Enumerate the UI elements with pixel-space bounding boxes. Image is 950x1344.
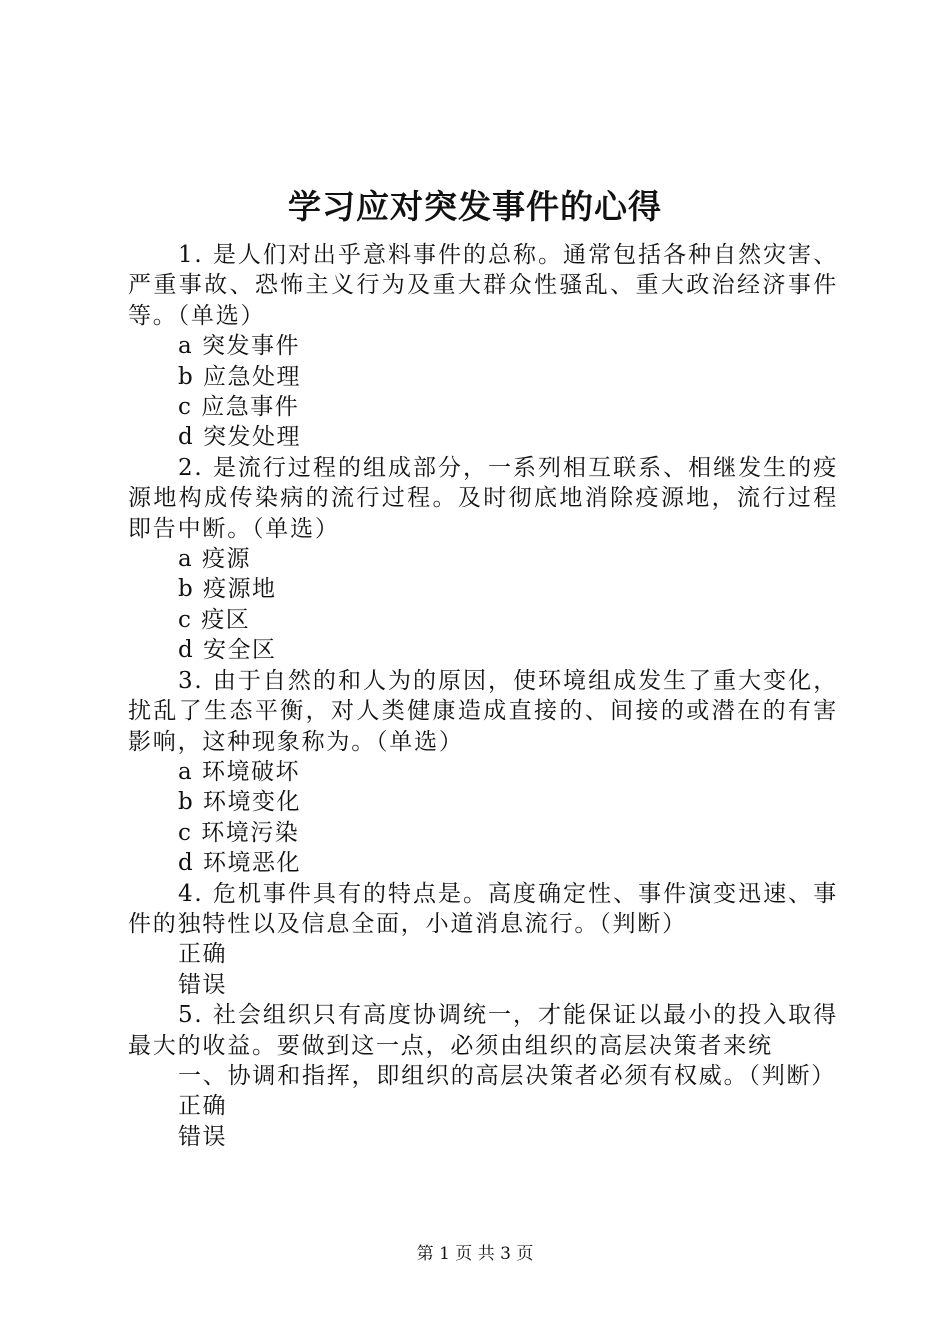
question-3-option-d: d 环境恶化	[178, 850, 302, 877]
document-title: 学习应对突发事件的心得	[288, 187, 662, 226]
question-3-text: 3. 由于自然的和人为的原因，使环境组成发生了重大变化，扰乱了生态平衡，对人类健康造成直接的、间接的或潜在的有害影响，这种现象称为。（单选）	[128, 667, 838, 755]
question-4-option-false: 错误	[178, 971, 227, 998]
question-5-text-continued: 一、协调和指挥，即组织的高层决策者必须有权威。（判断）	[178, 1062, 837, 1089]
question-3-option-a: a 环境破坏	[178, 758, 301, 785]
question-2-option-d: d 安全区	[178, 637, 277, 664]
document-body	[128, 240, 838, 1152]
question-5-option-false: 错误	[178, 1123, 227, 1150]
question-2-option-b: b 疫源地	[178, 576, 277, 603]
question-5-option-true: 正确	[178, 1093, 227, 1120]
question-3-option-c: c 环境污染	[178, 819, 300, 846]
question-3-option-b: b 环境变化	[178, 789, 302, 816]
question-1-text: 1. 是人们对出乎意料事件的总称。通常包括各种自然灾害、严重事故、恐怖主义行为及重大群众性骚乱、重大政治经济事件等。（单选）	[128, 242, 838, 329]
question-1-option-d: d 突发处理	[178, 424, 302, 451]
question-4-option-true: 正确	[178, 941, 227, 968]
question-4-text: 4. 危机事件具有的特点是。高度确定性、事件演变迅速、事件的独特性以及信息全面，小道消息流行。（判断）	[128, 880, 838, 937]
question-2-option-a: a 疫源	[178, 546, 252, 573]
question-2-text: 2. 是流行过程的组成部分，一系列相互联系、相继发生的疫源地构成传染病的流行过程。及时彻底地消除疫源地，流行过程即告中断。（单选）	[128, 454, 838, 542]
page-footer: 第 1 页 共 3 页	[416, 1244, 534, 1264]
question-1-option-c: c 应急事件	[178, 394, 300, 421]
question-1-option-a: a 突发事件	[178, 333, 301, 360]
question-1-option-b: b 应急处理	[178, 363, 302, 390]
question-5-text: 5. 社会组织只有高度协调统一，才能保证以最小的投入取得最大的收益。要做到这一点，必须由组织的高层决策者来统	[128, 1002, 838, 1059]
question-2-option-c: c 疫区	[178, 606, 251, 633]
